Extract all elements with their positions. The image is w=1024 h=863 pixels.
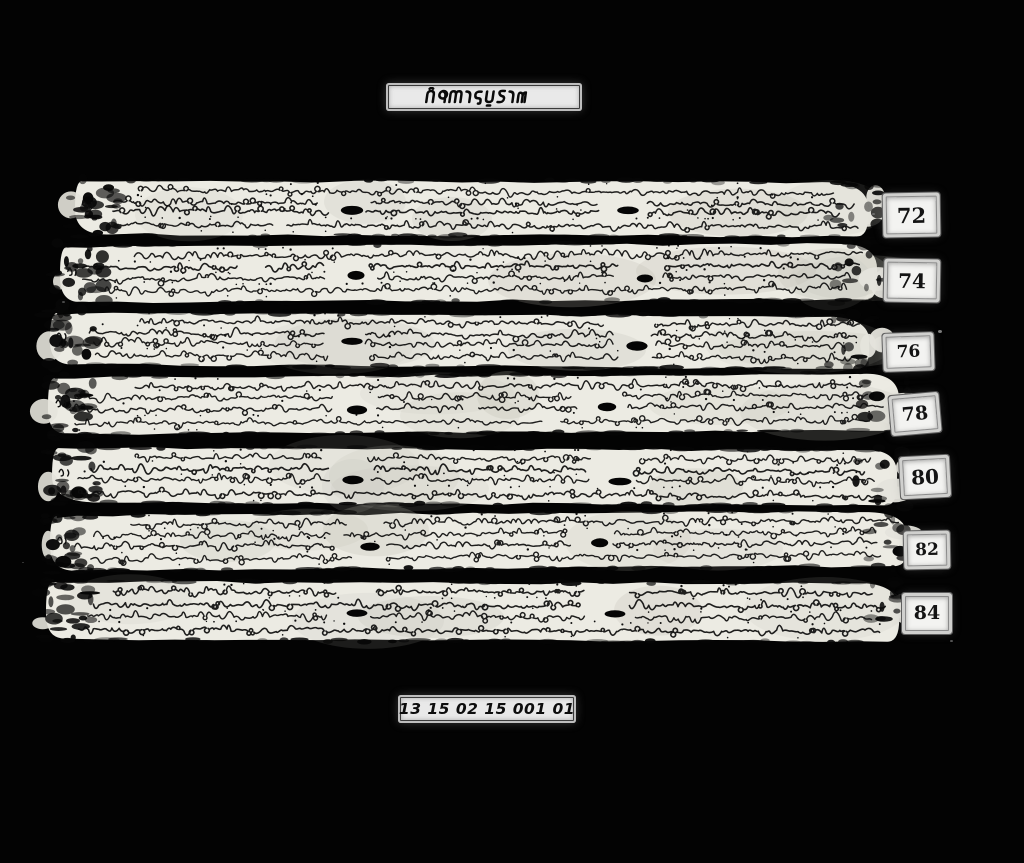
leaf-number-plate-76 bbox=[885, 335, 931, 369]
manuscript-leaf-74 bbox=[57, 240, 881, 306]
dust-speck bbox=[62, 301, 65, 303]
leaf-number: 82 bbox=[914, 539, 939, 560]
catalog-label bbox=[400, 697, 574, 721]
leaf-number-plate-82 bbox=[907, 534, 948, 567]
title-label bbox=[388, 85, 580, 109]
leaf-number: 80 bbox=[910, 464, 940, 490]
leaf-number-plate-78 bbox=[892, 395, 939, 433]
manuscript-leaf-76 bbox=[47, 309, 873, 372]
title-script-text bbox=[423, 87, 545, 107]
dust-speck bbox=[866, 479, 869, 481]
leaf-script-svg bbox=[45, 370, 903, 438]
leaf-script-svg bbox=[72, 177, 872, 240]
leaf-script-svg bbox=[47, 507, 911, 574]
catalog-number: 13 15 02 15 001 01 bbox=[398, 700, 576, 718]
leaf-script-svg bbox=[43, 578, 903, 645]
leaf-number-plate-72 bbox=[886, 196, 938, 235]
dust-speck bbox=[950, 640, 953, 642]
manuscript-leaf-72 bbox=[72, 177, 872, 240]
leaf-number-plate-80 bbox=[902, 458, 948, 496]
dust-speck bbox=[872, 213, 875, 215]
leaf-number: 72 bbox=[896, 202, 927, 228]
manuscript-leaf-82 bbox=[47, 507, 911, 574]
leaf-number: 76 bbox=[896, 341, 921, 362]
leaf-script-svg bbox=[47, 309, 873, 372]
manuscript-leaf-84 bbox=[43, 578, 903, 645]
dust-speck bbox=[22, 562, 24, 563]
leaf-number-plate-84 bbox=[905, 596, 949, 631]
manuscript-leaf-78 bbox=[45, 370, 903, 438]
leaf-number: 78 bbox=[900, 401, 930, 426]
leaf-number-plate-74 bbox=[887, 262, 938, 300]
leaf-script-svg bbox=[57, 240, 881, 306]
manuscript-leaf-80 bbox=[49, 444, 901, 509]
leaf-script-svg bbox=[49, 444, 901, 509]
dust-speck bbox=[938, 330, 942, 333]
leaf-number: 84 bbox=[913, 602, 941, 624]
leaf-number: 74 bbox=[897, 268, 927, 293]
